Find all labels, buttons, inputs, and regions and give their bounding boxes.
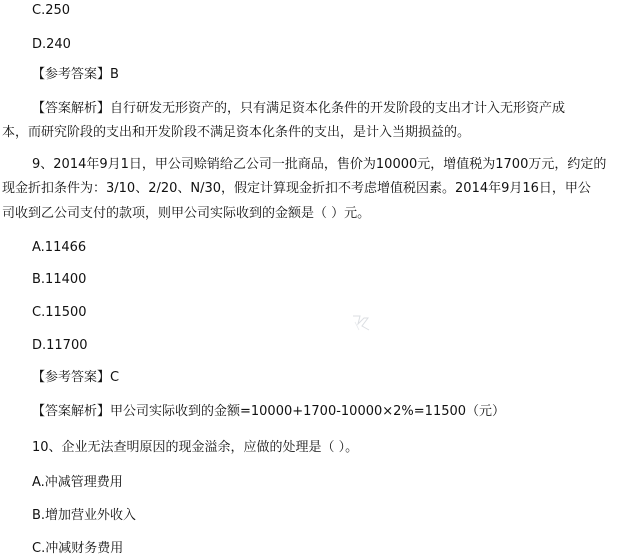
question-9-option-a: A.11466 — [32, 240, 87, 255]
question-10-option-a: A.冲减管理费用 — [32, 475, 123, 490]
question-9-option-c: C.11500 — [32, 305, 87, 320]
option-d-prev: D.240 — [32, 37, 71, 52]
question-9-option-b: B.11400 — [32, 272, 87, 287]
question-9-line-3: 司收到乙公司支付的款项，则甲公司实际收到的金额是（ ）元。 — [2, 206, 371, 221]
question-10: 10、企业无法查明原因的现金溢余，应做的处理是（ ）。 — [32, 440, 359, 455]
option-c-prev: C.250 — [32, 3, 71, 18]
question-9-line-1: 9、2014年9月1日，甲公司赊销给乙公司一批商品，售价为10000元，增值税为1700万元，约定的 — [32, 157, 607, 172]
question-10-option-b: B.增加营业外收入 — [32, 508, 137, 523]
question-9-option-d: D.11700 — [32, 338, 88, 353]
analysis-prev-line-2: 本，而研究阶段的支出和开发阶段不满足资本化条件的支出，是计入当期损益的。 — [2, 125, 471, 140]
question-10-option-c: C.冲减财务费用 — [32, 541, 124, 556]
question-9-line-2: 现金折扣条件为：3/10、2/20、N/30，假定计算现金折扣不考虑增值税因素。2014年9月16日，甲公 — [2, 181, 591, 196]
answer-prev: 【参考答案】B — [32, 67, 119, 82]
question-9-answer: 【参考答案】C — [32, 370, 120, 385]
watermark-icon — [350, 312, 372, 334]
analysis-prev-line-1: 【答案解析】自行研发无形资产的，只有满足资本化条件的开发阶段的支出才计入无形资产成 — [32, 101, 566, 116]
question-9-analysis: 【答案解析】甲公司实际收到的金额=10000+1700-10000×2%=11500（元） — [32, 404, 506, 419]
